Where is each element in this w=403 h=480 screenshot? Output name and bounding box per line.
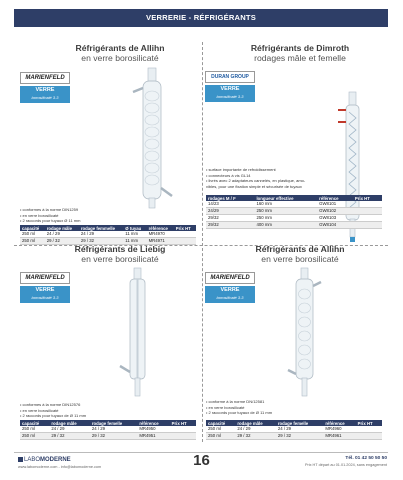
table-row: 250 ml 24 / 29 24 / 29 MR4950 xyxy=(20,426,196,433)
allihn1-title-block xyxy=(40,43,200,63)
page-number: 16 xyxy=(193,452,210,469)
dimroth-subtitle: rodages mâle et femelle xyxy=(254,53,346,63)
table-row: 14/23 160 mm GW8101 xyxy=(206,201,382,208)
table-row: 250 ml 24 / 29 24 / 29 11 mm MR4970 xyxy=(20,231,196,238)
dimroth-badge xyxy=(205,71,255,102)
duran-logo: DURAN GROUP xyxy=(205,71,255,83)
vertical-divider xyxy=(202,42,203,442)
footer-site: www.labomoderne.com - info@labomoderne.com xyxy=(18,465,102,469)
allihn2-badge xyxy=(205,272,255,303)
dimroth-title-block xyxy=(215,43,385,63)
liebig-title-block xyxy=(40,244,200,264)
liebig-features: • conformes à la norme DIN12576 • en verre borosilicaté • 2 raccords pour tuyaux de Ø 11 mm xyxy=(20,402,87,419)
verre-label: VERRE borosilicaté 3.3 xyxy=(205,85,255,102)
allihn-condenser-illustration xyxy=(285,268,325,398)
marienfeld-logo: MARIENFELD xyxy=(20,72,70,84)
logo-square-icon xyxy=(18,457,23,462)
footer-phone: Tél. 01 42 50 50 50 xyxy=(345,456,387,461)
allihn-condenser-illustration xyxy=(128,68,178,208)
liebig-title: Réfrigérants de Liebig xyxy=(74,244,166,254)
table-row: 24/29 250 mm GW8102 xyxy=(206,208,382,215)
marienfeld-logo: MARIENFELD xyxy=(20,272,70,284)
liebig-subtitle: en verre borosilicaté xyxy=(81,254,159,264)
allihn1-table: capacité rodage mâle rodage femmelle Ø tuyau référence Prix HT 250 ml 24 / 29 24 / 29 11 mm MR4970 250 ml 29 / 32 29 / 32 11 mm MR4971 xyxy=(20,225,196,245)
footer-legal: Prix HT départ au 01.01.2024, sans engagement xyxy=(304,463,387,467)
liebig-badge xyxy=(20,272,70,303)
table-row: 250 ml 29 / 32 29 / 32 11 mm MR4971 xyxy=(20,238,196,245)
allihn2-subtitle: en verre borosilicaté xyxy=(261,254,339,264)
allihn2-title-block xyxy=(215,244,385,264)
section-header: VERRERIE - RÉFRIGÉRANTS xyxy=(14,9,388,27)
table-row: 250 ml 24 / 29 24 / 29 MR4960 xyxy=(206,426,382,433)
allihn1-features: • conformes à la norme DIN1259 • en verre borosilicaté • 2 raccords pour tuyaux Ø 11 mm xyxy=(20,207,81,224)
table-row: 29/32 400 mm GW8104 xyxy=(206,222,382,229)
allihn1-subtitle: en verre borosilicaté xyxy=(81,53,159,63)
allihn2-table: capacité rodage mâle rodage femelle référence Prix HT 250 ml 24 / 29 24 / 29 MR4960 250 ml 29 / 32 29 / 32 MR4961 xyxy=(206,420,382,440)
marienfeld-logo: MARIENFELD xyxy=(205,272,255,284)
liebig-condenser-illustration xyxy=(118,268,158,398)
allihn2-title: Réfrigérants de Allihn xyxy=(255,244,345,254)
verre-label: VERRE borosilicaté 3.3 xyxy=(205,286,255,303)
allihn1-badge xyxy=(20,72,70,103)
verre-label: VERRE borosilicaté 3.3 xyxy=(20,286,70,303)
allihn2-features: • conforme à la norme DN/12581 • en verre borosilicaté • 2 raccords pour tuyaux de Ø 11 mm xyxy=(206,399,273,416)
dimroth-features: • surface importante de refroidissement • connecteurs à vis GL14 • livrés avec 2 adaptateurs cannelés, en plastique, amo- vibles, pour une fixation simple et sécurisée de tuyaux xyxy=(206,167,306,189)
labomoderne-logo: LABOMODERNE xyxy=(18,457,71,463)
allihn1-title: Réfrigérants de Allihn xyxy=(75,43,165,53)
dimroth-title: Réfrigérants de Dimroth xyxy=(250,43,350,53)
table-row: 29/32 250 mm GW8103 xyxy=(206,215,382,222)
verre-label: VERRE borosilicaté 3.3 xyxy=(20,86,70,103)
liebig-table: capacité rodage mâle rodage femelle référence Prix HT 250 ml 24 / 29 24 / 29 MR4950 250 ml 29 / 32 29 / 32 MR4951 xyxy=(20,420,196,440)
table-row: 250 ml 29 / 32 29 / 32 MR4961 xyxy=(206,433,382,440)
dimroth-table: rodages M / F longueur effective référence Prix HT 14/23 160 mm GW8101 24/29 250 mm GW8102 29/32 250 mm GW8103 29/32 400 mm GW8104 xyxy=(206,195,382,229)
table-row: 250 ml 29 / 32 29 / 32 MR4951 xyxy=(20,433,196,440)
